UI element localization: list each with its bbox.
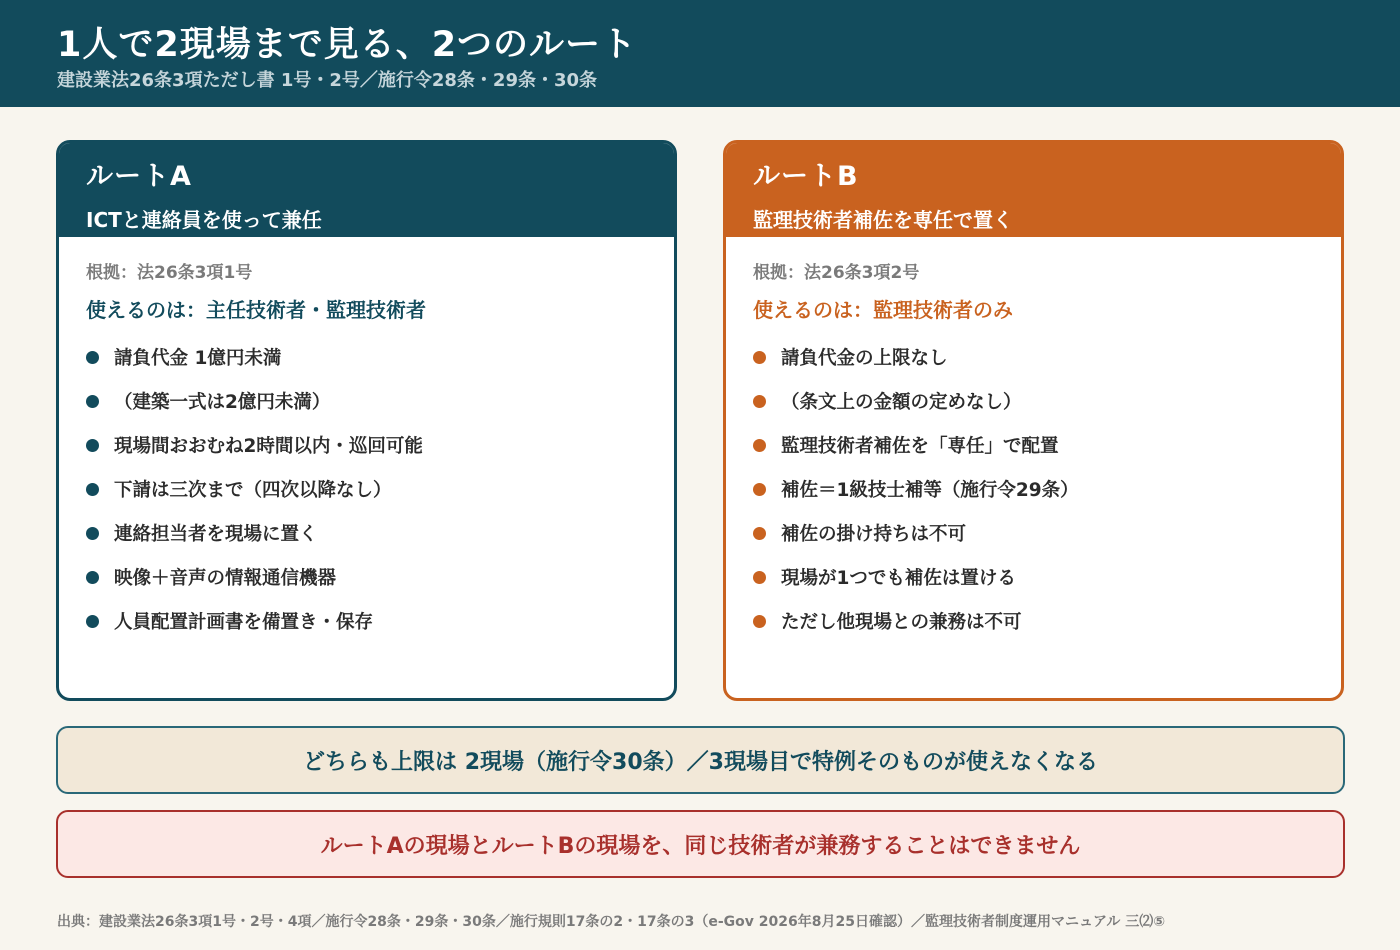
list-item-text: 現場間おおむね2時間以内・巡回可能 (114, 436, 423, 457)
list-item (86, 511, 423, 555)
bullet-icon (753, 527, 766, 540)
bullet-icon (86, 615, 99, 628)
route-a-description: ICTと連絡員を使って兼任 (86, 208, 322, 232)
list-item-text: 連絡担当者を現場に置く (114, 524, 318, 545)
list-item-text: （建築一式は2億円未満） (114, 392, 331, 413)
list-item-text: （条文上の金額の定めなし） (781, 392, 1022, 413)
route-a-header (59, 143, 674, 237)
header-banner (0, 0, 1400, 107)
route-b-conditions (753, 343, 1079, 643)
bullet-icon (86, 483, 99, 496)
bullet-icon (86, 571, 99, 584)
list-item (753, 423, 1079, 467)
list-item (86, 335, 423, 379)
list-item-text: 補佐の掛け持ちは不可 (781, 524, 967, 545)
route-b-basis: 根拠：法26条3項2号 (753, 263, 920, 283)
route-b-description: 監理技術者補佐を専任で置く (753, 208, 1013, 232)
bullet-icon (753, 615, 766, 628)
list-item (86, 467, 423, 511)
list-item (86, 423, 423, 467)
list-item (753, 379, 1079, 423)
route-a-usable: 使えるのは：主任技術者・監理技術者 (86, 298, 426, 322)
list-item-text: 下請は三次まで（四次以降なし） (114, 480, 392, 501)
list-item-text: 映像＋音声の情報通信機器 (114, 568, 337, 589)
page-subtitle: 建設業法26条3項ただし書 1号・2号／施行令28条・29条・30条 (57, 70, 598, 91)
list-item-text: 人員配置計画書を備置き・保存 (114, 612, 374, 633)
bullet-icon (753, 395, 766, 408)
route-b-name: ルートB (753, 161, 859, 192)
list-item (86, 599, 423, 643)
list-item (753, 511, 1079, 555)
page-title: 1人で2現場まで見る、2つのルート (57, 25, 638, 65)
bullet-icon (86, 351, 99, 364)
list-item-text: ただし他現場との兼務は不可 (781, 612, 1022, 633)
route-a-name: ルートA (86, 161, 192, 192)
route-b-card (723, 140, 1344, 701)
list-item (753, 599, 1079, 643)
limit-note: どちらも上限は 2現場（施行令30条）／3現場目で特例そのものが使えなくなる (56, 726, 1345, 794)
list-item (753, 467, 1079, 511)
list-item-text: 請負代金の上限なし (781, 348, 948, 369)
route-b-usable: 使えるのは：監理技術者のみ (753, 298, 1013, 322)
list-item (86, 379, 423, 423)
bullet-icon (86, 395, 99, 408)
list-item (753, 335, 1079, 379)
bullet-icon (753, 439, 766, 452)
route-a-card (56, 140, 677, 701)
bullet-icon (753, 483, 766, 496)
warning-note: ルートAの現場とルートBの現場を、同じ技術者が兼務することはできません (56, 810, 1345, 878)
list-item-text: 現場が1つでも補佐は置ける (781, 568, 1016, 589)
list-item-text: 監理技術者補佐を「専任」で配置 (781, 436, 1059, 457)
route-b-header (726, 143, 1341, 237)
route-a-conditions (86, 343, 423, 643)
source-citation: 出典：建設業法26条3項1号・2号・4項／施行令28条・29条・30条／施行規則17条の2・17条の3（e-Gov 2026年8月25日確認）／監理技術者制度運用マニュアル 三⑵⑤ (57, 914, 1166, 930)
bullet-icon (753, 351, 766, 364)
list-item (753, 555, 1079, 599)
list-item-text: 請負代金 1億円未満 (114, 348, 282, 369)
route-a-basis: 根拠：法26条3項1号 (86, 263, 253, 283)
list-item (86, 555, 423, 599)
bullet-icon (86, 439, 99, 452)
list-item-text: 補佐＝1級技士補等（施行令29条） (781, 480, 1079, 501)
bullet-icon (753, 571, 766, 584)
bullet-icon (86, 527, 99, 540)
